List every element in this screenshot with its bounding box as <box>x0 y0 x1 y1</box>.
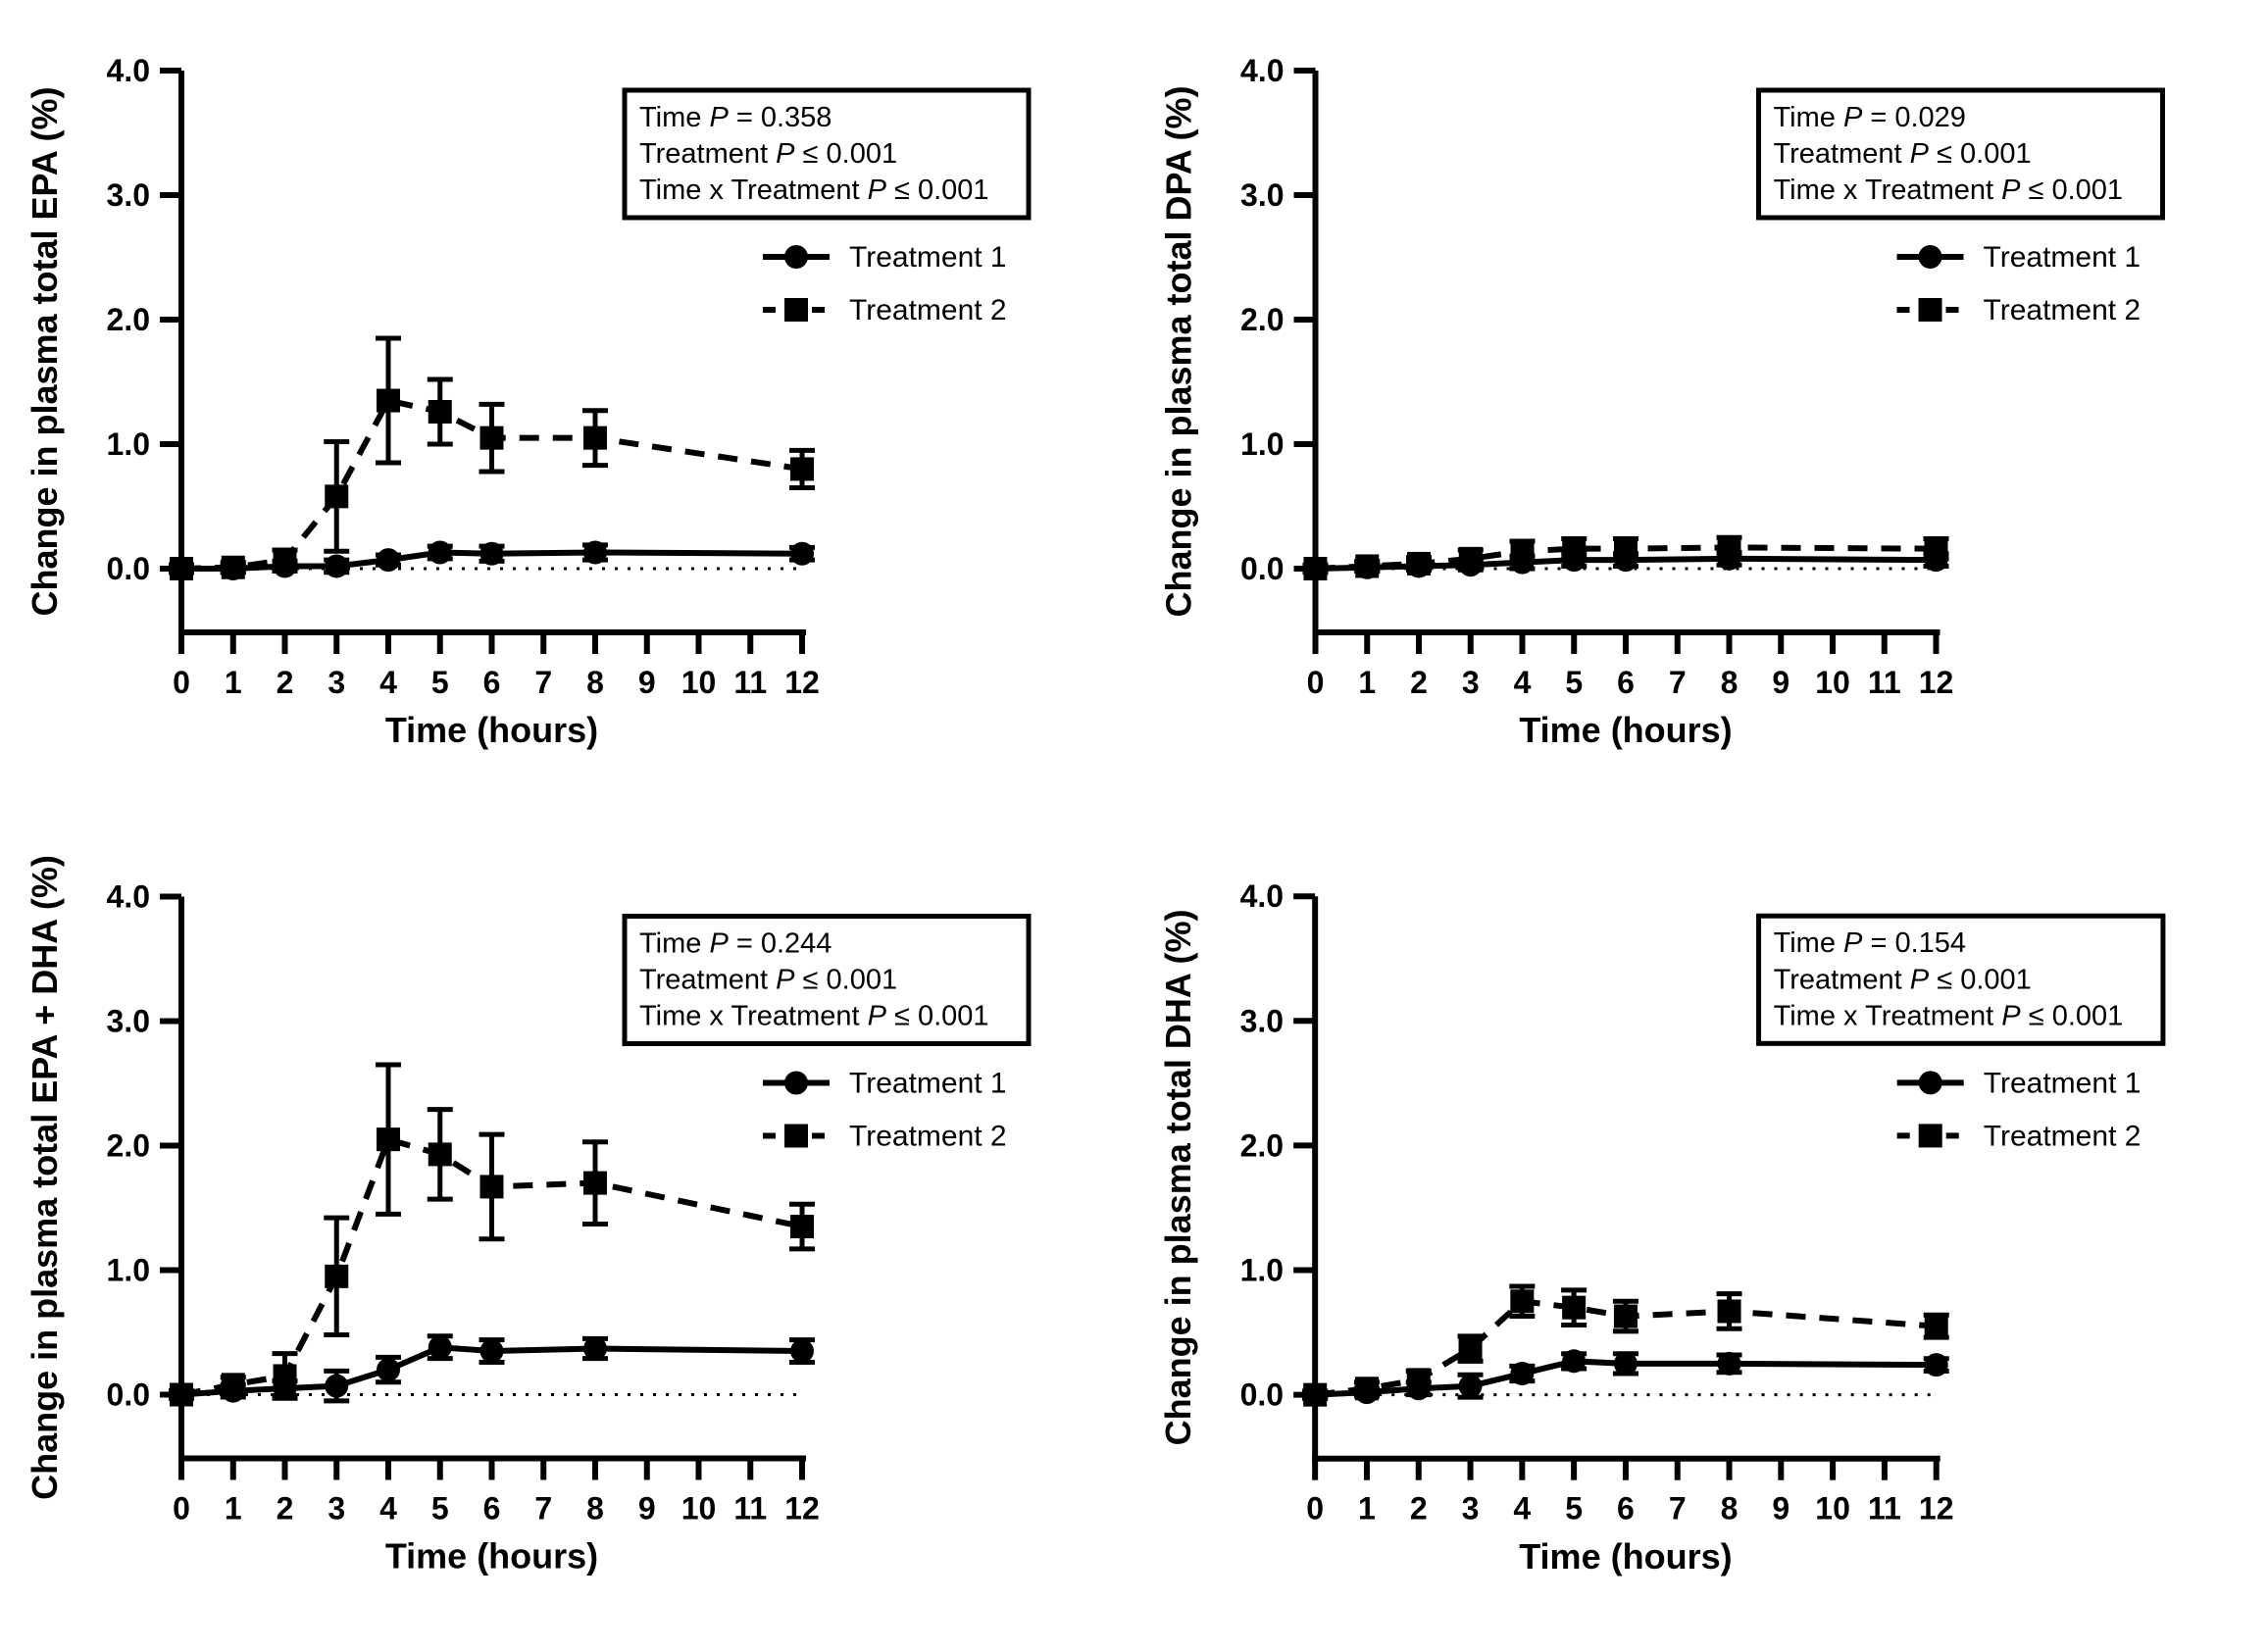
data-point-circle <box>428 1335 452 1359</box>
series-treatment-1 <box>1302 1349 1949 1406</box>
data-point-square <box>428 400 452 424</box>
data-point-square <box>583 1172 607 1195</box>
x-tick-label: 8 <box>1720 665 1739 700</box>
legend-item-treatment-1 <box>1897 1067 2142 1099</box>
data-point-square <box>480 426 504 450</box>
data-point-circle <box>480 542 504 566</box>
data-point-square <box>1925 537 1948 561</box>
y-tick-label: 4.0 <box>1239 878 1285 915</box>
data-point-square <box>377 1127 400 1151</box>
legend-item-treatment-1 <box>763 1068 1007 1100</box>
data-point-square <box>325 1265 348 1288</box>
y-tick-label: 4.0 <box>106 53 150 88</box>
x-tick-label: 12 <box>784 1490 820 1527</box>
data-point-square <box>790 457 814 480</box>
data-point-square <box>583 426 607 450</box>
y-tick-label: 1.0 <box>1240 426 1285 462</box>
chart-dha <box>1134 826 2268 1652</box>
x-tick-label: 12 <box>1918 1490 1954 1527</box>
stat-line: Time P = 0.358 <box>639 102 832 133</box>
x-tick-label: 9 <box>637 1490 656 1527</box>
data-point-square <box>325 484 348 508</box>
data-point-square <box>1614 537 1638 561</box>
chart-epa-dha <box>0 826 1134 1652</box>
x-tick-label: 11 <box>733 665 768 700</box>
data-point-circle <box>790 542 814 566</box>
x-axis-title: Time (hours) <box>384 710 599 750</box>
x-tick-label: 10 <box>680 665 717 700</box>
legend-item-treatment-2 <box>763 1121 1007 1153</box>
x-tick-label: 12 <box>1918 665 1954 700</box>
y-tick-label: 0.0 <box>106 1377 150 1413</box>
data-point-square <box>1303 1383 1327 1407</box>
x-tick-label: 3 <box>328 1490 346 1527</box>
stat-line: Time x Treatment P ≤ 0.001 <box>639 175 989 206</box>
data-point-square <box>1919 1124 1942 1147</box>
x-tick-label: 0 <box>173 665 190 700</box>
stat-line: Treatment P ≤ 0.001 <box>639 138 898 170</box>
y-axis-title: Change in plasma total DPA (%) <box>1158 85 1199 618</box>
x-tick-label: 1 <box>224 1490 242 1527</box>
data-point-circle <box>325 554 348 577</box>
data-point-square <box>1562 537 1586 561</box>
data-point-circle <box>1718 1352 1741 1376</box>
data-point-square <box>1718 535 1741 559</box>
stat-line: Time P = 0.029 <box>1773 102 1966 133</box>
x-tick-label: 6 <box>1617 1490 1635 1527</box>
y-tick-label: 2.0 <box>1240 302 1285 337</box>
x-tick-label: 2 <box>276 1490 294 1527</box>
y-tick-label: 0.0 <box>106 551 150 586</box>
legend-item-treatment-1 <box>1897 241 2142 274</box>
data-point-square <box>1355 554 1379 577</box>
legend-label: Treatment 1 <box>849 1067 1007 1100</box>
x-tick-label: 0 <box>1306 1490 1325 1527</box>
y-axis-title: Change in plasma total EPA (%) <box>25 86 65 617</box>
x-tick-label: 3 <box>328 665 346 700</box>
legend-item-treatment-2 <box>1897 1120 2142 1152</box>
y-tick-label: 1.0 <box>106 426 150 462</box>
data-point-square <box>1925 1315 1948 1338</box>
y-tick-label: 0.0 <box>1240 551 1285 586</box>
legend-label: Treatment 2 <box>1983 294 2142 326</box>
legend-label: Treatment 1 <box>1983 1067 2142 1100</box>
y-tick-label: 0.0 <box>1239 1377 1285 1413</box>
x-tick-label: 1 <box>1358 1490 1376 1527</box>
x-axis-title: Time (hours) <box>384 1535 599 1577</box>
stat-line: Treatment P ≤ 0.001 <box>1773 138 2032 170</box>
stat-line: Time P = 0.244 <box>639 927 832 960</box>
data-point-circle <box>1614 1352 1638 1376</box>
x-tick-label: 5 <box>1565 665 1584 700</box>
chart-epa <box>0 0 1134 826</box>
x-tick-label: 4 <box>379 1490 397 1527</box>
x-tick-label: 5 <box>430 665 449 700</box>
x-tick-label: 2 <box>276 665 294 700</box>
y-tick-label: 3.0 <box>1239 1003 1285 1039</box>
y-tick-label: 2.0 <box>1239 1127 1285 1164</box>
data-point-circle <box>1925 1353 1948 1377</box>
data-point-square <box>1459 1337 1483 1361</box>
stat-line: Treatment P ≤ 0.001 <box>639 964 898 996</box>
stat-line: Time x Treatment P ≤ 0.001 <box>639 1000 989 1032</box>
chart-dpa <box>1134 0 2268 826</box>
x-tick-label: 9 <box>1772 665 1790 700</box>
data-point-circle <box>583 1337 607 1361</box>
data-point-square <box>170 557 193 580</box>
data-point-square <box>1407 1368 1431 1391</box>
y-tick-label: 3.0 <box>1240 177 1285 213</box>
data-point-circle <box>784 1072 808 1095</box>
x-tick-label: 9 <box>1772 1490 1790 1527</box>
x-tick-label: 5 <box>1565 1490 1584 1527</box>
x-tick-label: 10 <box>680 1490 717 1527</box>
x-tick-label: 3 <box>1461 665 1480 700</box>
data-point-circle <box>1562 1349 1586 1373</box>
data-point-square <box>1355 1377 1379 1400</box>
y-tick-label: 4.0 <box>106 878 150 915</box>
data-point-circle <box>1919 245 1942 269</box>
data-point-square <box>1459 547 1483 571</box>
x-tick-label: 1 <box>224 665 242 700</box>
x-tick-label: 6 <box>1617 665 1635 700</box>
stat-line: Time x Treatment P ≤ 0.001 <box>1773 175 2124 206</box>
data-point-square <box>274 548 297 572</box>
x-tick-label: 0 <box>173 1490 190 1527</box>
data-point-circle <box>790 1339 814 1363</box>
stat-line: Time P = 0.154 <box>1773 927 1967 960</box>
y-tick-label: 2.0 <box>106 302 150 337</box>
legend-label: Treatment 1 <box>1983 241 2142 274</box>
y-tick-label: 1.0 <box>106 1252 150 1288</box>
x-tick-label: 7 <box>1668 1490 1687 1527</box>
x-tick-label: 1 <box>1358 665 1377 700</box>
data-point-square <box>274 1364 297 1387</box>
legend-item-treatment-2 <box>1897 294 2142 326</box>
x-tick-label: 11 <box>1867 1490 1901 1527</box>
y-axis-title: Change in plasma total EPA + DHA (%) <box>25 855 65 1500</box>
data-point-square <box>784 1125 808 1148</box>
data-point-square <box>222 556 245 579</box>
data-point-square <box>1304 557 1328 580</box>
data-point-square <box>480 1175 504 1198</box>
y-tick-label: 3.0 <box>106 177 150 213</box>
data-point-circle <box>377 1358 400 1381</box>
data-point-square <box>1614 1305 1638 1328</box>
y-axis-title: Change in plasma total DHA (%) <box>1158 909 1199 1446</box>
x-tick-label: 10 <box>1815 1490 1850 1527</box>
legend-label: Treatment 2 <box>849 294 1007 326</box>
x-tick-label: 7 <box>534 665 553 700</box>
x-tick-label: 8 <box>1720 1490 1739 1527</box>
x-axis-title: Time (hours) <box>1519 1535 1733 1577</box>
y-tick-label: 2.0 <box>106 1127 150 1164</box>
x-tick-label: 12 <box>784 665 820 700</box>
data-point-square <box>790 1215 814 1238</box>
x-tick-label: 6 <box>482 1490 501 1527</box>
data-point-circle <box>377 548 400 572</box>
x-tick-label: 4 <box>1513 665 1532 700</box>
data-point-circle <box>325 1375 348 1398</box>
legend-item-treatment-1 <box>763 241 1007 274</box>
x-tick-label: 8 <box>586 665 604 700</box>
data-point-square <box>1407 552 1431 576</box>
x-tick-label: 4 <box>379 665 397 700</box>
data-point-circle <box>480 1339 504 1363</box>
data-point-circle <box>1510 1362 1534 1385</box>
legend-label: Treatment 2 <box>849 1120 1007 1153</box>
data-point-square <box>1511 539 1535 563</box>
x-tick-label: 0 <box>1306 665 1325 700</box>
data-point-square <box>170 1383 193 1407</box>
y-tick-label: 3.0 <box>106 1003 150 1039</box>
x-tick-label: 11 <box>733 1490 768 1527</box>
legend-label: Treatment 1 <box>849 241 1007 274</box>
x-tick-label: 2 <box>1409 1490 1428 1527</box>
data-point-square <box>377 389 400 413</box>
data-point-circle <box>1919 1071 1942 1094</box>
x-tick-label: 4 <box>1513 1490 1532 1527</box>
data-point-square <box>1510 1289 1534 1313</box>
data-point-circle <box>1459 1375 1483 1398</box>
x-tick-label: 7 <box>534 1490 553 1527</box>
x-tick-label: 10 <box>1815 665 1850 700</box>
data-point-circle <box>428 540 452 564</box>
x-tick-label: 2 <box>1410 665 1428 700</box>
x-tick-label: 9 <box>637 665 656 700</box>
x-tick-label: 8 <box>586 1490 604 1527</box>
x-tick-label: 3 <box>1461 1490 1480 1527</box>
y-tick-label: 1.0 <box>1239 1252 1285 1288</box>
x-tick-label: 11 <box>1867 665 1901 700</box>
x-tick-label: 5 <box>430 1490 449 1527</box>
stat-line: Treatment P ≤ 0.001 <box>1773 964 2032 996</box>
data-point-square <box>784 298 808 322</box>
x-tick-label: 7 <box>1668 665 1687 700</box>
x-tick-label: 6 <box>482 665 501 700</box>
y-tick-label: 4.0 <box>1240 53 1285 88</box>
data-point-square <box>1718 1299 1741 1323</box>
data-point-square <box>1919 298 1942 322</box>
data-point-square <box>1562 1296 1586 1320</box>
data-point-circle <box>583 540 607 564</box>
stat-line: Time x Treatment P ≤ 0.001 <box>1773 1000 2124 1032</box>
x-axis-title: Time (hours) <box>1519 710 1733 750</box>
data-point-circle <box>784 245 808 269</box>
legend-label: Treatment 2 <box>1983 1120 2142 1153</box>
data-point-square <box>222 1373 245 1396</box>
data-point-square <box>428 1142 452 1166</box>
legend-item-treatment-2 <box>763 294 1007 326</box>
